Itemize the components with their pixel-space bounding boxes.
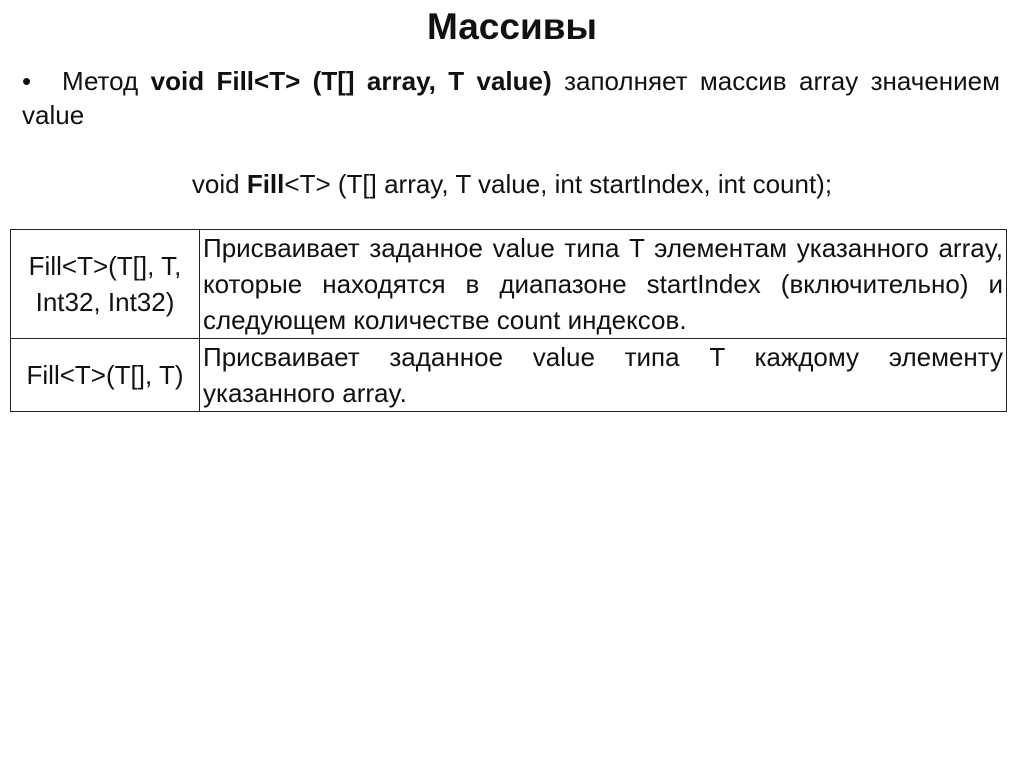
bullet-method-signature: void Fill<T> (T[] array, T value) (150, 66, 552, 96)
bullet-text-before: Метод (62, 66, 139, 96)
table-row (11, 230, 1007, 339)
table-row (11, 339, 1007, 412)
methods-table (10, 229, 1007, 412)
signature-suffix: <T> (T[] array, T value, int startIndex, int count); (284, 169, 833, 199)
method-name-cell: Fill<T>(T[], T) (11, 339, 200, 412)
method-signature-line (0, 167, 1024, 201)
method-description-cell: Присваивает заданное value типа T каждому элементу указанного array. (200, 339, 1007, 412)
slide-title: Массивы (426, 6, 598, 47)
bullet-marker: • (22, 66, 32, 96)
signature-prefix: void (191, 169, 247, 199)
method-name-cell: Fill<T>(T[], T, Int32, Int32) (11, 230, 200, 339)
bullet-paragraph (22, 64, 1000, 132)
signature-method-name: Fill (246, 169, 285, 199)
method-description-cell: Присваивает заданное value типа T элементам указанного array, которые находятся в диапазоне startIndex (включительно) и следующем количестве count индексов. (200, 230, 1007, 339)
bullet-text-after: заполняет массив array значением value (22, 66, 1000, 130)
